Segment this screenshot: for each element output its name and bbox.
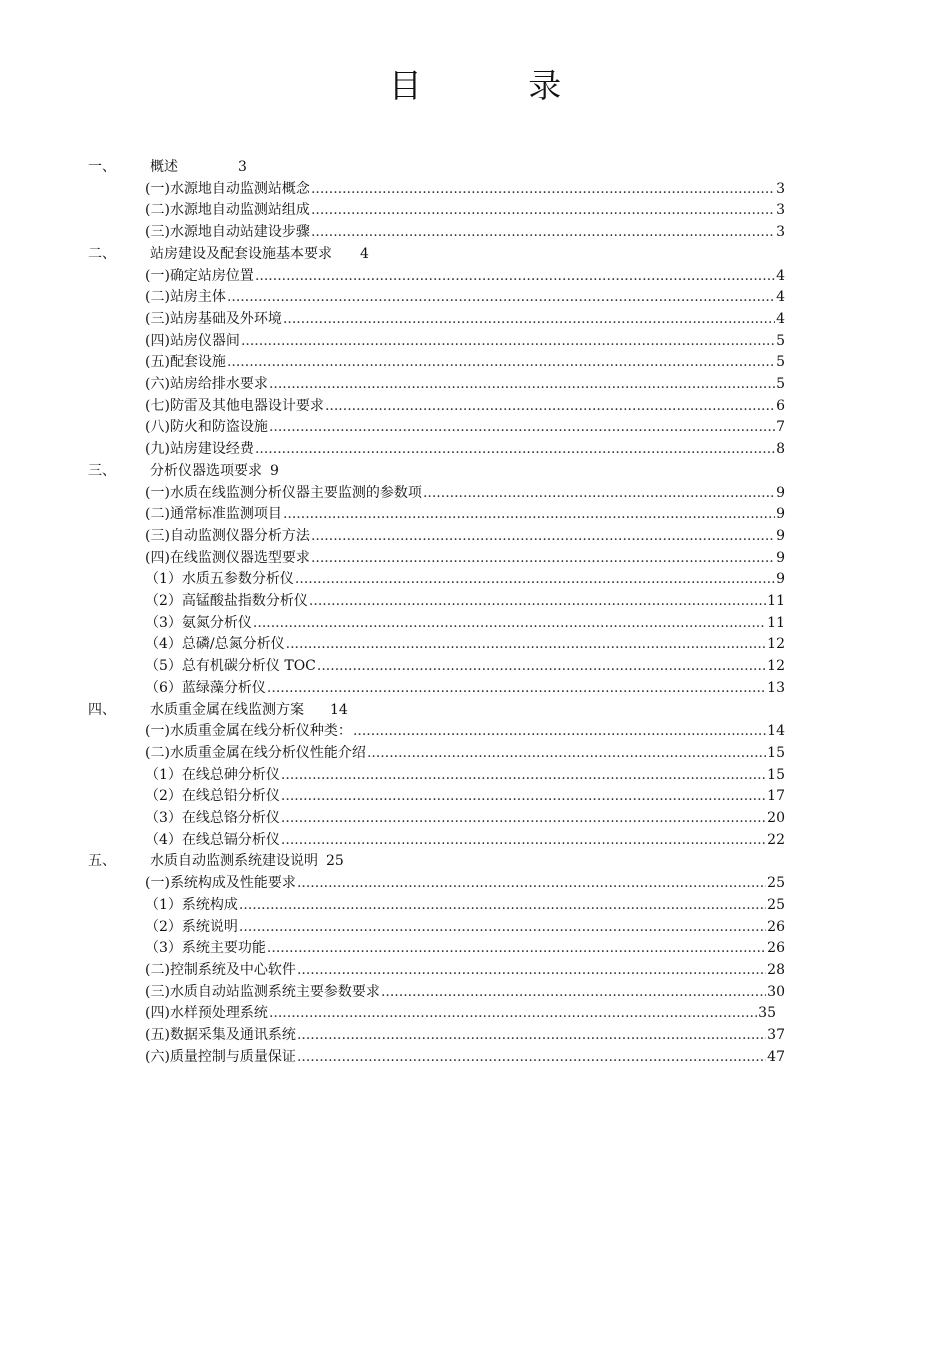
toc-leader-dots: [269, 416, 775, 438]
toc-entry-title: 确定站房位置: [169, 267, 254, 284]
toc-entry-page: 14: [330, 701, 348, 718]
toc-entry[interactable]: [145, 633, 785, 655]
toc-entry-page: 12: [767, 636, 785, 653]
toc-entry[interactable]: [88, 156, 247, 178]
toc-entry-page: 3: [776, 180, 785, 197]
page-title: 目 录: [388, 66, 610, 105]
toc-entry-title: 通常标准监测项目: [169, 506, 282, 523]
toc-entry-number: (一): [145, 723, 170, 740]
toc-entry-number: (四): [145, 1005, 170, 1022]
toc-leader-dots: [297, 1024, 766, 1046]
toc-leader-dots: [283, 308, 775, 330]
toc-leader-dots: [295, 568, 775, 590]
toc-entry[interactable]: [145, 959, 785, 981]
toc-entry-page: 4: [776, 310, 785, 327]
toc-leader-dots: [283, 503, 775, 525]
toc-entry[interactable]: [145, 568, 785, 590]
toc-entry-title: 水源地自动监测站组成: [169, 202, 310, 219]
toc-entry[interactable]: [145, 286, 785, 308]
toc-leader-dots: [269, 1002, 757, 1024]
toc-entry-number: （2）: [145, 918, 182, 935]
toc-entry-page: 15: [767, 744, 785, 761]
toc-entry[interactable]: [145, 547, 785, 569]
toc-entry-number: （1）: [145, 766, 182, 783]
toc-entry-title: 站房给排水要求: [169, 376, 268, 392]
toc-leader-dots: [281, 829, 766, 851]
toc-entry[interactable]: [88, 460, 279, 482]
toc-entry-title: 水源地自动监测站概念: [169, 180, 310, 197]
toc-entry-page: 5: [776, 376, 785, 392]
toc-entry-number: (四): [145, 332, 170, 349]
toc-leader-dots: [227, 286, 775, 308]
toc-entry-page: 8: [776, 441, 785, 458]
toc-entry-page: 9: [776, 549, 785, 566]
toc-entry-page: 3: [776, 202, 785, 219]
toc-entry-page: 5: [776, 354, 785, 371]
toc-entry-title: 氨氮分析仪: [181, 614, 252, 631]
toc-entry-number: 四、: [88, 701, 116, 718]
toc-entry-number: （3）: [145, 940, 182, 957]
toc-entry-number: （1）: [145, 571, 182, 588]
toc-entry-number: (二): [145, 202, 170, 219]
toc-leader-dots: [281, 785, 766, 807]
toc-entry[interactable]: [145, 829, 785, 851]
toc-entry-page: 4: [776, 267, 785, 284]
toc-entry-page: 35: [758, 1005, 776, 1022]
toc-entry-number: 三、: [88, 462, 116, 479]
toc-entry-title: 蓝绿藻分析仪: [181, 679, 266, 696]
toc-entry-number: 二、: [88, 245, 116, 262]
toc-entry-page: 3: [776, 224, 785, 241]
toc-entry-number: (二): [145, 744, 170, 761]
toc-entry-title: 质量控制与质量保证: [169, 1048, 296, 1065]
toc-entry[interactable]: [145, 742, 785, 764]
toc-leader-dots: [309, 590, 766, 612]
toc-entry-title: 站房仪器间: [169, 332, 240, 349]
toc-entry-title: 系统主要功能: [181, 940, 266, 957]
toc-entry-page: 12: [767, 658, 785, 675]
toc-entry[interactable]: [145, 525, 785, 547]
toc-entry-title: 高锰酸盐指数分析仪: [181, 593, 308, 609]
toc-entry[interactable]: [145, 720, 785, 742]
toc-entry-page: 5: [776, 332, 785, 349]
toc-leader-dots: [239, 916, 766, 938]
toc-entry-page: 4: [776, 289, 785, 306]
toc-entry[interactable]: [88, 243, 369, 265]
toc-entry-title: 防火和防盗设施: [169, 419, 268, 436]
toc-entry-number: （2）: [145, 788, 182, 805]
toc-entry-title: 控制系统及中心软件: [169, 961, 296, 978]
toc-leader-dots: [297, 959, 766, 981]
toc-entry-number: (三): [145, 224, 170, 241]
toc-entry-number: （2）: [145, 593, 182, 609]
toc-entry[interactable]: [145, 351, 785, 373]
toc-entry[interactable]: [88, 699, 348, 721]
toc-entry-page: 47: [767, 1048, 785, 1065]
toc-entry-page: 37: [767, 1027, 785, 1043]
toc-entry-title: 配套设施: [169, 354, 226, 371]
toc-entry[interactable]: [145, 395, 785, 417]
toc-entry-number: (七): [145, 397, 170, 414]
toc-entry-number: (三): [145, 983, 170, 1000]
toc-entry[interactable]: [145, 438, 785, 460]
toc-entry-page: 25: [767, 896, 785, 913]
toc-entry-title: 在线总铬分析仪: [181, 810, 280, 826]
toc-entry-title: 水质重金属在线监测方案: [150, 701, 304, 718]
toc-entry-number: (一): [145, 180, 170, 197]
toc-entry[interactable]: [145, 1002, 776, 1024]
toc-leader-dots: [241, 330, 775, 352]
toc-entry[interactable]: [145, 655, 785, 677]
toc-leader-dots: [281, 807, 766, 829]
toc-entry-page: 11: [767, 614, 785, 631]
toc-entry-number: (六): [145, 1048, 170, 1065]
toc-entry-title: 系统说明: [181, 918, 238, 935]
toc-entry-page: 9: [776, 506, 785, 523]
toc-entry-page: 22: [767, 831, 785, 848]
toc-entry-number: (二): [145, 961, 170, 978]
toc-entry[interactable]: [145, 373, 785, 395]
toc-entry-number: (五): [145, 1027, 170, 1043]
toc-entry-title: 站房建设及配套设施基本要求: [150, 245, 332, 262]
toc-entry-title: 水质在线监测分析仪器主要监测的参数项: [169, 484, 422, 501]
toc-leader-dots: [297, 1046, 766, 1068]
toc-entry-title: 数据采集及通讯系统: [169, 1027, 296, 1043]
toc-leader-dots: [311, 547, 775, 569]
toc-entry[interactable]: [88, 850, 344, 872]
toc-entry[interactable]: [145, 1046, 785, 1068]
toc-leader-dots: [423, 482, 775, 504]
toc-entry-number: 一、: [88, 159, 116, 175]
toc-entry-number: 五、: [88, 853, 116, 870]
toc-entry[interactable]: [145, 937, 785, 959]
toc-entry-number: (三): [145, 310, 170, 327]
toc-entry-page: 6: [776, 397, 785, 414]
toc-entry[interactable]: [145, 503, 785, 525]
toc-entry-number: (六): [145, 376, 170, 392]
toc-entry-number: (五): [145, 354, 170, 371]
toc-entry-number: (九): [145, 441, 170, 458]
toc-entry-page: 14: [767, 723, 785, 740]
toc-entry-number: （5）: [145, 658, 182, 675]
toc-entry-number: (八): [145, 419, 170, 436]
toc-leader-dots: [255, 438, 775, 460]
toc-entry[interactable]: [145, 764, 785, 786]
toc-leader-dots: [253, 612, 766, 634]
toc-entry-page: 26: [767, 940, 785, 957]
toc-entry-title: 站房主体: [169, 289, 226, 306]
toc-entry[interactable]: [145, 416, 785, 438]
toc-entry-title: 水质五参数分析仪: [181, 571, 294, 588]
toc-leader-dots: [239, 894, 766, 916]
toc-entry-title: 在线监测仪器选型要求: [169, 549, 310, 566]
toc-entry-title: 概述: [150, 159, 178, 175]
toc-leader-dots: [381, 981, 766, 1003]
toc-entry-page: 7: [776, 419, 785, 436]
toc-entry-title: 水质自动站监测系统主要参数要求: [169, 983, 380, 1000]
toc-entry[interactable]: [145, 916, 785, 938]
toc-entry[interactable]: [145, 590, 785, 612]
toc-leader-dots: [227, 351, 775, 373]
toc-entry[interactable]: [145, 482, 785, 504]
toc-entry-page: 17: [767, 788, 785, 805]
toc-entry-number: （4）: [145, 636, 182, 653]
toc-entry[interactable]: [145, 677, 785, 699]
toc-entry-title: 水质自动监测系统建设说明: [150, 853, 318, 870]
toc-entry[interactable]: [145, 221, 785, 243]
toc-entry-title: 在线总砷分析仪: [181, 766, 280, 783]
toc-entry-title: 站房基础及外环境: [169, 310, 282, 327]
toc-entry-number: （3）: [145, 810, 182, 826]
toc-entry-number: (二): [145, 506, 170, 523]
toc-entry-title: 水源地自动站建设步骤: [169, 224, 310, 241]
toc-entry-page: 9: [776, 527, 785, 544]
toc-entry-number: (四): [145, 549, 170, 566]
toc-entry-title: 站房建设经费: [169, 441, 254, 458]
toc-entry-title: 自动监测仪器分析方法: [169, 527, 310, 544]
toc-entry-title: 分析仪器选项要求: [150, 462, 262, 479]
toc-entry-title: 总磷/总氮分析仪: [181, 636, 285, 653]
toc-entry-page: 30: [767, 983, 785, 1000]
toc-leader-dots: [269, 373, 775, 395]
toc-entry-number: （6）: [145, 679, 182, 696]
toc-entry-title: 水质重金属在线分析仪性能介绍: [169, 744, 366, 761]
toc-leader-dots: [311, 525, 775, 547]
toc-entry[interactable]: [145, 981, 785, 1003]
toc-entry-page: 3: [238, 159, 247, 175]
toc-entry-page: 13: [767, 679, 785, 696]
toc-leader-dots: [255, 265, 775, 287]
toc-entry[interactable]: [145, 199, 785, 221]
toc-entry-title: 系统构成: [181, 896, 238, 913]
toc-entry-page: 25: [326, 853, 344, 870]
toc-entry-number: （4）: [145, 831, 182, 848]
toc-entry[interactable]: [145, 330, 785, 352]
toc-entry-title: 在线总镉分析仪: [181, 831, 280, 848]
toc-entry[interactable]: [145, 178, 785, 200]
toc-leader-dots: [317, 655, 766, 677]
toc-entry-page: 9: [776, 571, 785, 588]
toc-leader-dots: [311, 221, 775, 243]
toc-entry-title: 总有机碳分析仪 TOC: [181, 658, 316, 675]
toc-entry[interactable]: [145, 308, 785, 330]
toc-entry[interactable]: [145, 612, 785, 634]
toc-entry-number: (三): [145, 527, 170, 544]
toc-entry-page: 9: [776, 484, 785, 501]
toc-leader-dots: [267, 677, 766, 699]
toc-leader-dots: [311, 199, 775, 221]
toc-entry[interactable]: [145, 894, 785, 916]
toc-leader-dots: [325, 395, 775, 417]
toc-entry-page: 25: [767, 875, 785, 892]
toc-leader-dots: [353, 720, 766, 742]
toc-entry-title: 系统构成及性能要求: [169, 875, 296, 892]
toc-entry-page: 20: [767, 810, 785, 826]
toc-entry-number: （3）: [145, 614, 182, 631]
toc-entry[interactable]: [145, 265, 785, 287]
toc-entry-page: 15: [767, 766, 785, 783]
toc-entry-page: 11: [767, 593, 785, 609]
toc-entry-page: 9: [270, 462, 279, 479]
toc-entry[interactable]: [145, 872, 785, 894]
toc-entry-number: (一): [145, 484, 170, 501]
toc-entry-page: 26: [767, 918, 785, 935]
toc-leader-dots: [286, 633, 767, 655]
toc-entry-title: 防雷及其他电器设计要求: [169, 397, 324, 414]
toc-entry-number: (二): [145, 289, 170, 306]
toc-entry-number: (一): [145, 267, 170, 284]
toc-leader-dots: [281, 764, 766, 786]
toc-entry[interactable]: [145, 785, 785, 807]
toc-entry-page: 4: [360, 245, 369, 262]
toc-leader-dots: [267, 937, 766, 959]
toc-leader-dots: [367, 742, 766, 764]
toc-entry-page: 28: [767, 961, 785, 978]
toc-entry-number: (一): [145, 875, 170, 892]
toc-entry[interactable]: [145, 807, 785, 829]
toc-entry[interactable]: [145, 1024, 785, 1046]
toc-entry-title: 水质重金属在线分析仪种类：: [169, 723, 352, 740]
toc-leader-dots: [311, 178, 775, 200]
toc-entry-title: 在线总铅分析仪: [181, 788, 280, 805]
toc-entry-number: （1）: [145, 896, 182, 913]
toc-entry-title: 水样预处理系统: [169, 1005, 268, 1022]
toc-leader-dots: [297, 872, 766, 894]
